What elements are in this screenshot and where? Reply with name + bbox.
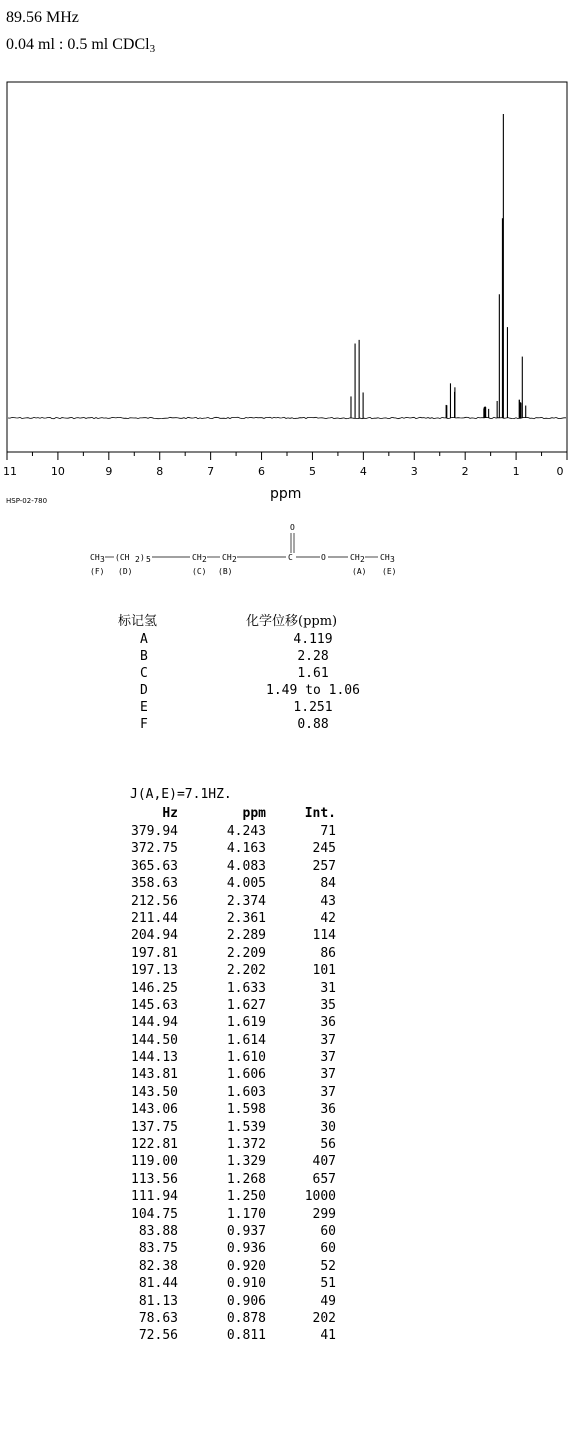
assignment-row xyxy=(118,666,418,683)
x-tick-label: 4 xyxy=(359,465,367,478)
peak-ppm: 2.202 xyxy=(226,963,266,979)
peak-ppm: 0.811 xyxy=(226,1328,266,1344)
mol-label-d: (D) xyxy=(118,567,133,576)
solvent-text: 0.04 ml : 0.5 ml CDCl xyxy=(6,36,150,53)
mol-sub2-b: 2 xyxy=(232,555,237,564)
mol-paren-close: ) xyxy=(140,553,145,562)
mol-oxygen-top: O xyxy=(290,523,295,532)
peak-hz: 144.94 xyxy=(131,1015,178,1031)
peak-ppm: 1.329 xyxy=(226,1154,266,1170)
nmr-spectrum xyxy=(0,80,570,480)
peak-header-hz: Hz xyxy=(162,806,178,821)
peak-ppm: 2.374 xyxy=(226,893,266,909)
peak-ppm: 1.606 xyxy=(226,1067,266,1083)
peak-int: 49 xyxy=(320,1293,336,1309)
mol-sub2-a: 2 xyxy=(360,555,365,564)
peak-ppm: 0.878 xyxy=(226,1310,266,1326)
assignment-label: A xyxy=(140,632,148,647)
x-tick-label: 6 xyxy=(258,465,266,478)
peak-ppm: 2.361 xyxy=(226,910,266,926)
peak-hz: 113.56 xyxy=(131,1171,178,1187)
peak-hz: 212.56 xyxy=(131,893,178,909)
peak-hz: 372.75 xyxy=(131,841,178,857)
peak-ppm: 0.936 xyxy=(226,1241,266,1257)
x-tick-label: 2 xyxy=(461,465,469,478)
mol-sub5: 5 xyxy=(146,555,151,564)
peak-ppm: 4.163 xyxy=(226,841,266,857)
peak-hz: 365.63 xyxy=(131,858,178,874)
x-tick-label: 0 xyxy=(556,465,564,478)
assignment-header-shift: 化学位移(ppm) xyxy=(246,614,338,629)
mol-ch2-a: CH xyxy=(350,553,360,562)
peak-hz: 143.81 xyxy=(131,1067,178,1083)
peak-header-int: Int. xyxy=(304,806,336,821)
peak-int: 37 xyxy=(320,1050,336,1066)
peak-hz: 82.38 xyxy=(138,1258,178,1274)
peak-ppm: 1.627 xyxy=(226,997,266,1013)
mol-label-f: (F) xyxy=(90,567,105,576)
mol-sub2-c: 2 xyxy=(202,555,207,564)
peak-hz: 83.88 xyxy=(138,1223,178,1239)
peak-hz: 111.94 xyxy=(131,1189,178,1205)
peak-int: 37 xyxy=(320,1084,336,1100)
x-tick-label: 8 xyxy=(156,465,164,478)
peak-int: 60 xyxy=(320,1241,336,1257)
peak-int: 41 xyxy=(320,1328,336,1344)
peak-hz: 104.75 xyxy=(131,1206,178,1222)
peak-hz: 145.63 xyxy=(131,997,178,1013)
peak-hz: 358.63 xyxy=(131,876,178,892)
assignment-label: C xyxy=(140,666,148,681)
x-axis-label: ppm xyxy=(270,486,302,502)
peak-ppm: 1.170 xyxy=(226,1206,266,1222)
assignment-header-label: 标记氢 xyxy=(118,614,158,629)
peak-int: 657 xyxy=(312,1171,336,1187)
assignment-row xyxy=(118,717,418,734)
assignment-shift: 4.119 xyxy=(293,632,333,647)
spectrum-peaks xyxy=(351,114,526,418)
peak-ppm: 4.005 xyxy=(226,876,266,892)
peak-hz: 144.50 xyxy=(131,1032,178,1048)
peak-hz: 81.13 xyxy=(138,1293,178,1309)
peak-ppm: 4.243 xyxy=(226,824,266,839)
assignment-rows xyxy=(118,632,418,734)
sample-solvent xyxy=(6,36,155,54)
peak-ppm: 2.209 xyxy=(226,945,266,961)
peak-ppm: 1.614 xyxy=(226,1032,266,1048)
peak-int: 35 xyxy=(320,997,336,1013)
assignment-label: F xyxy=(140,717,148,732)
assignment-shift: 1.251 xyxy=(293,700,333,715)
mol-label-e: (E) xyxy=(382,567,397,576)
peak-ppm: 0.906 xyxy=(226,1293,266,1309)
peak-hz: 78.63 xyxy=(138,1310,178,1326)
peak-hz: 197.81 xyxy=(131,945,178,961)
peak-ppm: 0.910 xyxy=(226,1276,266,1292)
peak-hz: 122.81 xyxy=(131,1137,178,1153)
peak-int: 101 xyxy=(312,963,336,979)
mol-ch2-group: (CH xyxy=(115,553,130,562)
solvent-subscript: 3 xyxy=(149,43,156,55)
x-tick-label: 11 xyxy=(3,465,17,478)
peak-hz: 72.56 xyxy=(138,1328,178,1344)
peak-hz: 146.25 xyxy=(131,980,178,996)
peak-ppm: 1.250 xyxy=(226,1189,266,1205)
peak-hz: 197.13 xyxy=(131,963,178,979)
peak-ppm: 1.619 xyxy=(226,1015,266,1031)
shift-assignment-table xyxy=(118,610,418,734)
assignment-shift: 1.61 xyxy=(297,666,329,681)
peak-int: 51 xyxy=(320,1276,336,1292)
peak-hz: 144.13 xyxy=(131,1050,178,1066)
peak-ppm: 1.268 xyxy=(226,1171,266,1187)
assignment-header xyxy=(118,610,418,632)
mol-oxygen-mid: O xyxy=(321,553,326,562)
mol-sub3-e: 3 xyxy=(390,555,395,564)
peak-int: 245 xyxy=(312,841,336,857)
x-tick-label: 5 xyxy=(308,465,316,478)
peak-hz: 119.00 xyxy=(131,1154,178,1170)
assignment-shift: 0.88 xyxy=(297,717,329,732)
peak-header-ppm: ppm xyxy=(242,806,266,821)
x-tick-label: 10 xyxy=(50,465,65,478)
peak-int: 36 xyxy=(320,1102,336,1118)
x-tick-label: 3 xyxy=(410,465,418,478)
assignment-row xyxy=(118,632,418,649)
mol-ch3-left: CH xyxy=(90,553,100,562)
mol-ch2-b: CH xyxy=(222,553,232,562)
mol-label-c: (C) xyxy=(192,567,207,576)
mol-sub3-left: 3 xyxy=(100,555,105,564)
peak-int: 299 xyxy=(312,1206,336,1222)
peak-int: 202 xyxy=(312,1310,336,1326)
peak-ppm: 0.920 xyxy=(226,1258,266,1274)
peak-int: 84 xyxy=(320,876,336,892)
assignment-label: B xyxy=(140,649,148,664)
assignment-shift: 2.28 xyxy=(297,649,329,664)
x-axis-ticks xyxy=(7,452,567,460)
spectrum-code: HSP-02-780 xyxy=(6,497,48,505)
mol-carbon: C xyxy=(288,553,293,562)
mol-ch3-e: CH xyxy=(380,553,390,562)
mol-label-a: (A) xyxy=(352,567,367,576)
assignment-label: E xyxy=(140,700,148,715)
peak-ppm: 4.083 xyxy=(226,858,266,874)
molecular-structure xyxy=(80,520,440,590)
peak-ppm: 1.633 xyxy=(226,980,266,996)
peak-ppm: 1.372 xyxy=(226,1137,266,1153)
peak-hz: 143.50 xyxy=(131,1084,178,1100)
x-axis-tick-labels xyxy=(3,465,564,478)
peak-ppm: 1.539 xyxy=(226,1119,266,1135)
peak-int: 60 xyxy=(320,1223,336,1239)
peak-int: 52 xyxy=(320,1258,336,1274)
assignment-row xyxy=(118,700,418,717)
peak-hz: 211.44 xyxy=(131,910,178,926)
peak-int: 30 xyxy=(320,1119,336,1135)
x-tick-label: 9 xyxy=(105,465,113,478)
plot-frame xyxy=(7,82,567,452)
peak-hz: 137.75 xyxy=(131,1119,178,1135)
peak-int: 114 xyxy=(312,928,336,944)
peak-int: 56 xyxy=(320,1137,336,1153)
peak-int: 86 xyxy=(320,945,336,961)
assignment-label: D xyxy=(140,683,148,698)
peak-int: 36 xyxy=(320,1015,336,1031)
peak-ppm: 0.937 xyxy=(226,1223,266,1239)
peak-int: 71 xyxy=(320,824,336,839)
assignment-row xyxy=(118,649,418,666)
peak-int: 257 xyxy=(312,858,336,874)
peak-hz: 204.94 xyxy=(131,928,178,944)
x-tick-label: 7 xyxy=(207,465,215,478)
spectrometer-frequency: 89.56 MHz xyxy=(6,9,79,26)
spectrum-baseline xyxy=(8,417,566,418)
peak-int: 42 xyxy=(320,910,336,926)
peak-ppm: 2.289 xyxy=(226,928,266,944)
peak-ppm: 1.603 xyxy=(226,1084,266,1100)
assignment-shift: 1.49 to 1.06 xyxy=(266,683,360,698)
peak-ppm: 1.598 xyxy=(226,1102,266,1118)
peak-int: 43 xyxy=(320,893,336,909)
peak-hz: 143.06 xyxy=(131,1102,178,1118)
mol-ch2-c: CH xyxy=(192,553,202,562)
peak-hz: 83.75 xyxy=(138,1241,178,1257)
mol-sub2-group: 2 xyxy=(135,555,140,564)
peak-ppm: 1.610 xyxy=(226,1050,266,1066)
peak-int: 407 xyxy=(312,1154,336,1170)
coupling-constant: J(A,E)=7.1HZ. xyxy=(130,787,232,802)
x-tick-label: 1 xyxy=(512,465,520,478)
peak-hz: 379.94 xyxy=(131,824,178,839)
assignment-row xyxy=(118,683,418,700)
peak-hz: 81.44 xyxy=(138,1276,178,1292)
mol-label-b: (B) xyxy=(218,567,233,576)
peak-int: 1000 xyxy=(304,1189,336,1205)
peak-int: 37 xyxy=(320,1032,336,1048)
peak-int: 37 xyxy=(320,1067,336,1083)
peak-int: 31 xyxy=(320,980,336,996)
